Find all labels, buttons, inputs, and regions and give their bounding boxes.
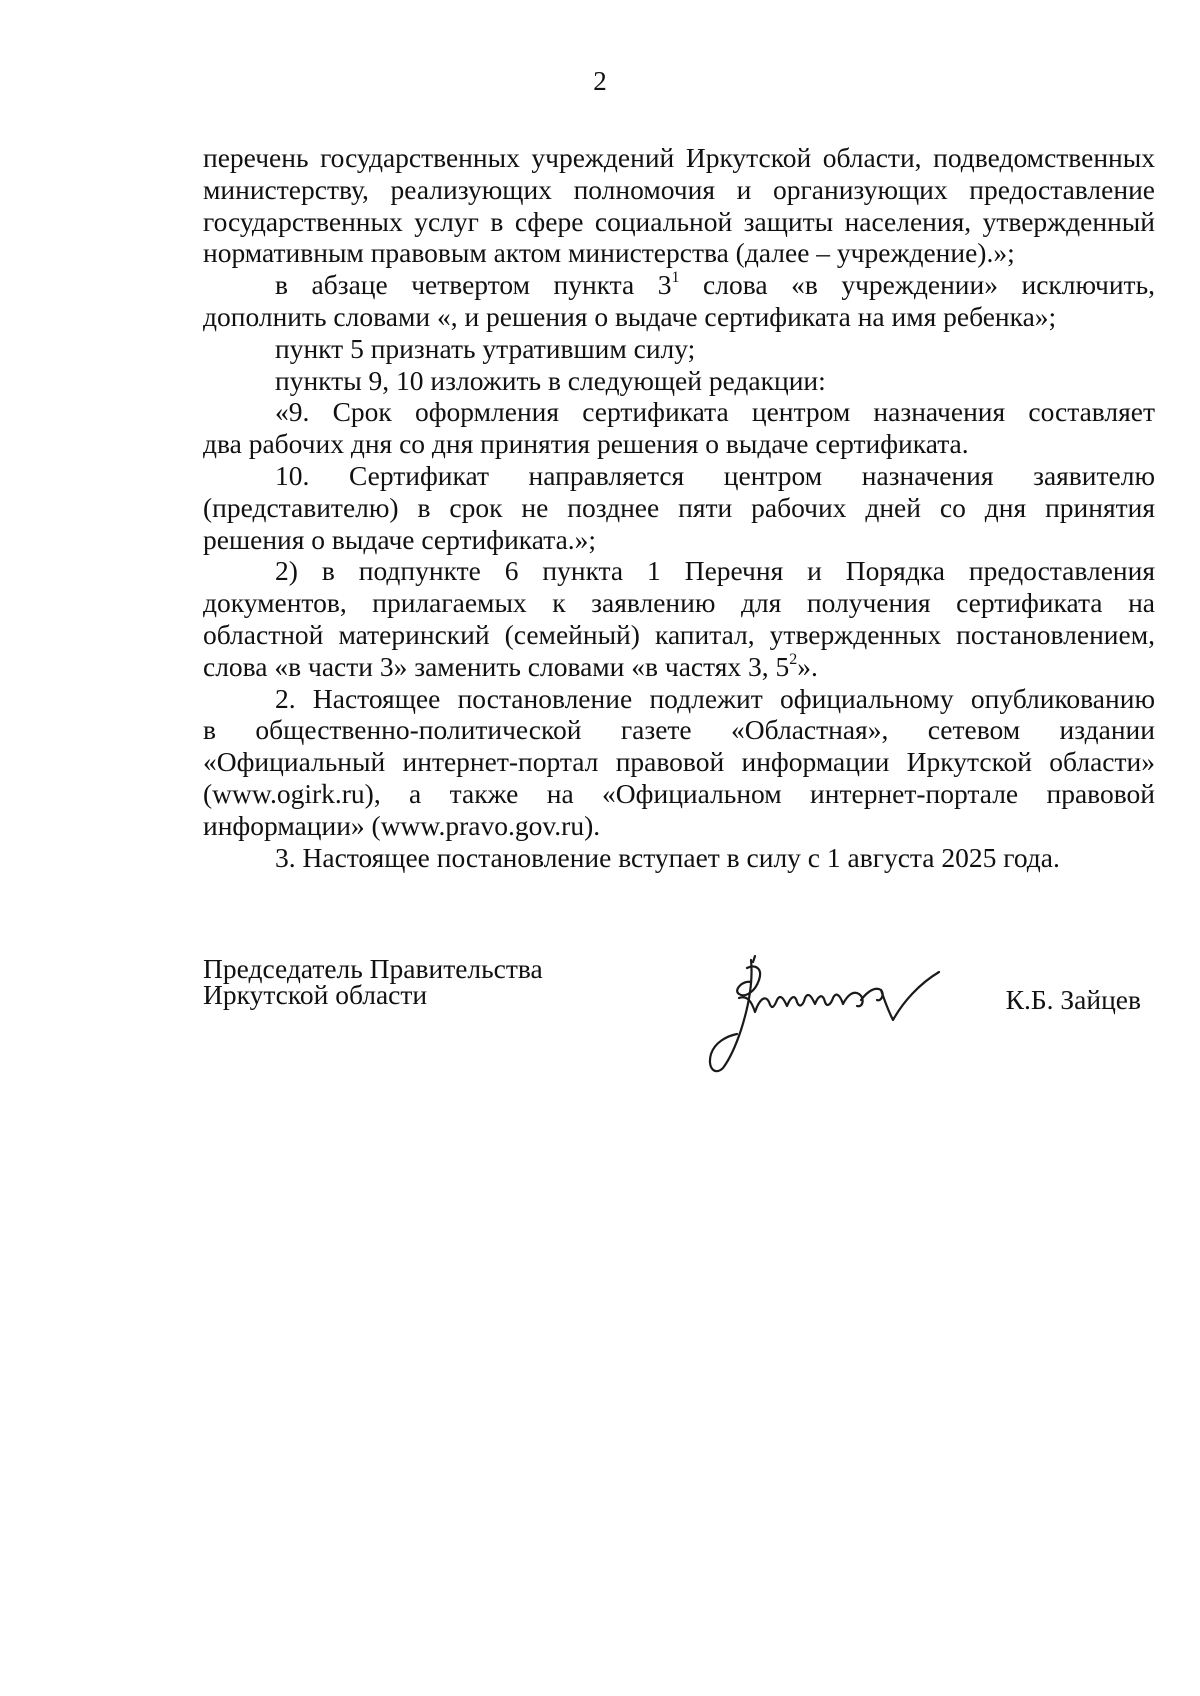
text-line: документов, прилагаемых к заявлению для получения сертификата на [203,587,1155,619]
text-line: два рабочих дня со дня принятия решения о выдаче сертификата. [203,428,969,460]
signatory-title-line: Председатель Правительства [203,953,543,984]
text-fragment: в абзаце четвертом пункта 3 [275,269,672,301]
text-line: государственных услуг в сфере социальной защиты населения, утвержденный [203,205,1155,237]
text-line: «Официальный интернет-портал правовой информации Иркутской области» [203,746,1155,778]
superscript: 2 [789,650,798,668]
text-line: пункты 9, 10 изложить в следующей редакции: [275,364,826,396]
text-fragment: слова «в учреждении» исключить, [679,269,1155,301]
document-body [203,142,1155,873]
text-line: дополнить словами «, и решения о выдаче сертификата на имя ребенка»; [203,300,1057,332]
text-line: перечень государственных учреждений Иркутской области, подведомственных [203,142,1155,173]
signatory-title [203,953,543,1010]
signatory-title-line: Иркутской области [203,979,428,1010]
text-line: решения о выдаче сертификата.»; [203,523,597,555]
text-line: (представителю) в срок не позднее пяти рабочих дней со дня принятия [203,491,1155,523]
text-line: информации» (www.pravo.gov.ru). [203,809,601,841]
text-line: министерству, реализующих полномочия и организующих предоставление [203,173,1155,205]
text-line [203,651,1155,683]
text-fragment: ». [797,650,818,682]
page-number: 2 [593,66,607,96]
text-line: пункт 5 признать утратившим силу; [275,332,696,364]
text-line: 2) в подпункте 6 пункта 1 Перечня и Порядка предоставления [275,555,1155,587]
signature-block [203,953,1155,1076]
text-line: (www.ogirk.ru), а также на «Официальном интернет-портале правовой [203,777,1155,809]
text-line: «9. Срок оформления сертификата центром назначения составляет [275,396,1155,428]
text-line: нормативным правовым актом министерства (далее – учреждение).»; [203,237,1015,269]
text-line: 10. Сертификат направляется центром назначения заявителю [275,459,1155,491]
handwritten-signature [693,950,963,1078]
text-line: 3. Настоящее постановление вступает в силу с 1 августа 2025 года. [275,841,1060,873]
text-line [203,269,1155,301]
text-line: 2. Настоящее постановление подлежит официальному опубликованию [275,682,1155,714]
signatory-name: К.Б. Зайцев [1005,984,1141,1015]
superscript: 1 [671,269,680,287]
text-line: в общественно-политической газете «Областная», сетевом издании [203,714,1155,746]
text-line: областной материнский (семейный) капитал, утвержденных постановлением, [203,618,1155,650]
text-fragment: слова «в части 3» заменить словами «в частях 3, 5 [203,650,790,682]
